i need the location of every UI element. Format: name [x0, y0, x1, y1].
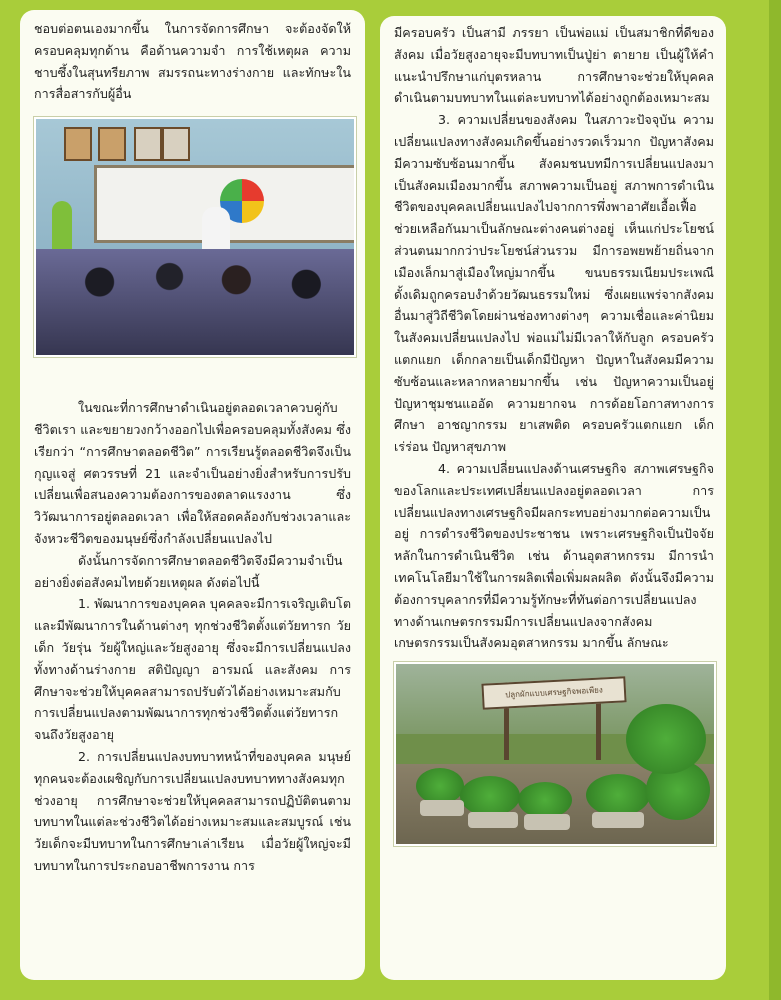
paragraph: ชอบต่อตนเองมากขึ้น ในการจัดการศึกษา จะต้องจัดให้ครอบคลุมทุกด้าน คือด้านความจำ การใช้เหตุผล ความชาบซึ้งในสุนทรียภาพ สมรรถนะทางร่างกาย และทักษะในการสื่อสารกับผู้อื่น	[34, 21, 351, 102]
paragraph: 1. พัฒนาการของบุคคล บุคคลจะมีการเจริญเติบโตและมีพัฒนาการในด้านต่างๆ ทุกช่วงชีวิตตั้งแต่วัยทารก วัยเด็ก วัยรุ่น วัยผู้ใหญ่และวัยสูงอายุ ซึ่งจะมีการเปลี่ยนแปลงทั้งทางด้านร่างกาย สติปัญญา อารมณ์ และสังคม การศึกษาจะช่วยให้บุคคลสามารถปรับตัวได้อย่างเหมาะสมกับการเปลี่ยนแปลงตามพัฒนาการทุกช่วงชีวิตตั้งแต่วัยทารกจนถึงวัยสูงอายุ	[34, 596, 351, 743]
classroom-photo	[34, 117, 356, 357]
page-edge	[769, 0, 781, 1000]
paragraph: ในขณะที่การศึกษาดำเนินอยู่ตลอดเวลาควบคู่กับชีวิตเรา และขยายวงกว้างออกไปเพื่อครอบคลุมทั้งสังคม ซึ่งเรียกว่า “การศึกษาตลอดชีวิต” การเรียนรู้ตลอดชีวิตจึงเป็นกุญแจสู่ ศตวรรษที่ 21 และจำเป็นอย่างยิ่งสำหรับการปรับเปลี่ยนเพื่อสนองความต้องการของตลาดแรงงาน ซึ่งวิวัฒนาการอยู่ตลอดเวลา เพื่อให้สอดคล้องกับช่วงเวลาและจังหวะชีวิตของมนุษย์ซึ่งกำลังเปลี่ยนแปลงไป	[34, 400, 351, 546]
garden-photo	[394, 662, 716, 846]
paragraph: 3. ความเปลี่ยนของสังคม ในสภาวะปัจจุบัน ความเปลี่ยนแปลงทางสังคมเกิดขึ้นอย่างรวดเร็วมาก ปัญหาสังคมมีความซับซ้อนมากขึ้น สังคมชนบทมีการเปลี่ยนแปลงมาเป็นสังคมเมืองมากขึ้น สภาพความเป็นอยู่ สภาพการดำเนินชีวิตของบุคคลเปลี่ยนแปลงไปจากการพึ่งพาอาศัยเอื้อเฟื้อช่วยเหลือกันมาเป็นลักษณะต่างคนต่างอยู่ เห็นแก่ประโยชน์ส่วนตนมากกว่าประโยชน์ส่วนรวม มีการอพยพย้ายถิ่นจากเมืองเล็กมาสู่เมืองใหญ่มากขึ้น ขนบธรรมเนียมประเพณีดั้งเดิมถูกครอบงำด้วยวัฒนธรรมใหม่ ซึ่งเผยแพร่จากสังคมอื่นมาสู่วิถีชีวิตโดยผ่านช่องทางต่างๆ ความเชื่อและค่านิยมในสังคมเปลี่ยนแปลงไป พ่อแม่ไม่มีเวลาให้กับลูก ครอบครัวแตกแยก เด็กกลายเป็นเด็กมีปัญหา ปัญหาในสังคมมีความซับซ้อนและหลากหลายมากขึ้น เช่น ปัญหาความเป็นอยู่ ปัญหาชุมชนแออัด ความยากจน การด้อยโอกาสทางการศึกษา อาชญากรรม ยาเสพติด ครอบครัวแตกแยก เด็กเร่ร่อน ปัญหาสุขภาพ	[394, 112, 714, 455]
paragraph: 4. ความเปลี่ยนแปลงด้านเศรษฐกิจ สภาพเศรษฐกิจของโลกและประเทศเปลี่ยนแปลงอยู่ตลอดเวลา การเปลี่ยนแปลงทางเศรษฐกิจมีผลกระทบอย่างมากต่อความเป็นอยู่ การดำรงชีวิตของประชาชน เพราะเศรษฐกิจเป็นปัจจัยหลักในการดำเนินชีวิต เช่น ด้านอุตสาหกรรม มีการนำเทคโนโลยีมาใช้ในการผลิตเพื่อเพิ่มผลผลิต ดังนั้นจึงมีความต้องการบุคลากรที่มีความรู้ทักษะที่ทันต่อการเปลี่ยนแปลง ทางด้านเกษตรกรรมมีการเปลี่ยนแปลงจากสังคมเกษตรกรรมเป็นสังคมอุตสาหกรรม มากขึ้น ลักษณะ	[394, 460, 714, 651]
paragraph: 2. การเปลี่ยนแปลงบทบาทหน้าที่ของบุคคล มนุษย์ทุกคนจะต้องเผชิญกับการเปลี่ยนแปลงบทบาททางสังคมทุกช่วงอายุ การศึกษาจะช่วยให้บุคคลสามารถปฏิบัติตนตามบทบาทในแต่ละช่วงชีวิตได้อย่างเหมาะสมและสมบูรณ์ เช่นวัยเด็กจะมีบทบาทในการศึกษาเล่าเรียน เมื่อวัยผู้ใหญ่จะมีบทบาทในการประกอบอาชีพการงาน การ	[34, 748, 351, 873]
left-column	[20, 10, 365, 980]
right-column	[380, 16, 726, 980]
garden-sign: ปลูกผักแบบเศรษฐกิจพอเพียง	[481, 676, 626, 710]
paragraph: ดังนั้นการจัดการศึกษาตลอดชีวิตจึงมีความจำเป็นอย่างยิ่งต่อสังคมไทยด้วยเหตุผล ดังต่อไปนี้	[34, 552, 343, 590]
paragraph: มีครอบครัว เป็นสามี ภรรยา เป็นพ่อแม่ เป็นสมาชิกที่ดีของสังคม เมื่อวัยสูงอายุจะมีบทบาทเป็นปู่ย่า ตายาย เป็นผู้ให้คำแนะนำปรึกษาแก่บุตรหลาน การศึกษาจะช่วยให้บุคคลดำเนินตามบทบาทในแต่ละบทบาทได้อย่างถูกต้องเหมาะสม	[394, 25, 714, 106]
